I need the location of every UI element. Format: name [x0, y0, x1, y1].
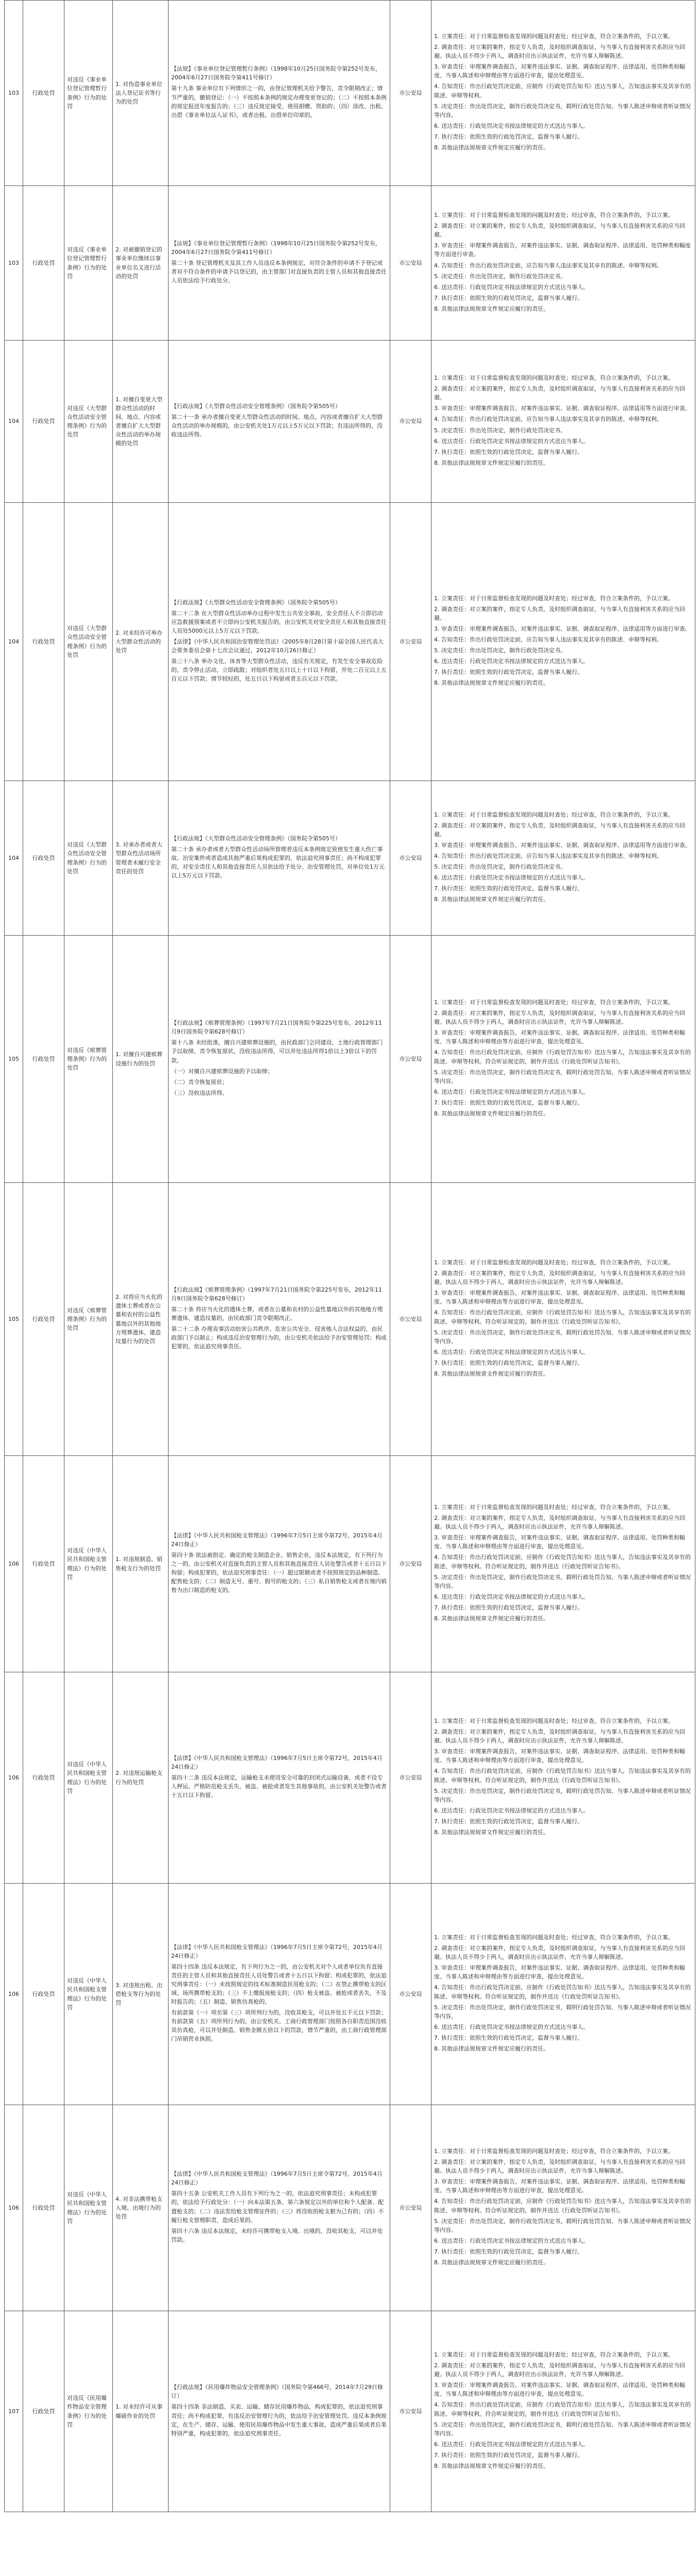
cell-department: 市公安局	[390, 341, 431, 503]
responsibility-item: 6. 送达责任：行政处罚决定书按法律规定的方式送达当事人。	[434, 874, 589, 882]
basis-paragraph: 【法规】《事业单位登记管理暂行条例》（1998年10月25日国务院令第252号发布，2004年6月27日国务院令第411号修订）	[171, 240, 381, 256]
responsibility-item: 2. 调查责任：对立案的案件，指定专人负责，及时组织调查取证，与当事人有直接利害关系的应当回避。执法人员不得少于两人，调查时应出示执法证件，允许当事人辩解陈述。	[434, 1270, 685, 1286]
cell-power-type: 行政处罚	[23, 1, 64, 186]
responsibility-item: 5. 决定责任：作出处罚决定，制作行政处罚决定书，载明行政处罚告知、当事人陈述申辩或者听证情况等内容。	[434, 1787, 691, 1803]
responsibility-item: 6. 送达责任：行政处罚决定书按法律规定的方式送达当事人。	[434, 1593, 589, 1600]
basis-paragraph: 【行政法规】《大型群众性活动安全管理条例》（国务院令第505号）	[171, 599, 341, 606]
table-row	[5, 1884, 695, 2105]
table-row	[5, 503, 695, 781]
table-row	[5, 186, 695, 341]
table-row	[5, 936, 695, 1183]
cell-item-name: 对违反《中华人民共和国枪支管理法》行为的处罚	[64, 1672, 113, 1884]
responsibility-item: 1. 立案责任：对于日常监督检查发现的问题及时查处；经过审查，符合立案条件的，予以立案。	[434, 2148, 674, 2155]
power-list-table	[4, 0, 695, 2512]
table-row	[5, 781, 695, 936]
cell-item-name: 对违反《大型群众性活动安全管理条例》行为的处罚	[64, 503, 113, 781]
responsibility-item: 6. 送达责任：行政处罚决定书按法律规定的方式送达当事人。	[434, 2023, 589, 2030]
basis-paragraph: 第二十条 登记管理机关及其工作人员违反本条例规定，对符合条件的申请不予登记或者对不符合条件的申请予以登记的，由主管部门对直接负责的主管人员和其他直接责任人员依法给予行政处分。	[171, 259, 387, 284]
cell-power-type: 行政处罚	[23, 186, 64, 341]
cell-legal-basis	[169, 781, 390, 936]
responsibility-item: 3. 审查责任：审理案件调查报告，对案件违法事实、证据、调查取证程序、法律适用等方面进行审查。	[434, 625, 691, 632]
responsibility-item: 4. 告知责任：作出行政处罚决定前，应制作《行政处罚告知书》送达当事人，告知违法事实及其享有的陈述、申辩等权利。符合听证规定的，制作并送达《行政处罚听证告知书》。	[434, 2401, 691, 2417]
responsibility-item: 4. 告知责任：作出行政处罚决定前，应制作《行政处罚告知书》送达当事人，告知违法事实及其享有的陈述、申辩等权利。符合听证规定的，制作并送达《行政处罚听证告知书》。	[434, 1049, 691, 1065]
cell-number: 104	[5, 341, 23, 503]
responsibility-item: 4. 告知责任：作出行政处罚决定前，应制作《行政处罚告知书》送达当事人，告知违法事实及其享有的陈述、申辩等权利。符合听证规定的，制作并送达《行政处罚听证告知书》。	[434, 1984, 691, 2000]
responsibility-item: 6. 送达责任：行政处罚决定书按法律规定的方式送达当事人。	[434, 1348, 589, 1355]
cell-item-name: 对违反《中华人民共和国枪支管理法》行为的处罚	[64, 2105, 113, 2311]
responsibility-item: 1. 立案责任：对于日常监督检查发现的问题及时查处；经过审查，符合立案条件的，予以立案。	[434, 1934, 674, 1941]
cell-legal-basis	[169, 1672, 390, 1884]
cell-responsibility	[431, 1456, 695, 1672]
table-row	[5, 2311, 695, 2512]
responsibility-item: 4. 告知责任：作出行政处罚决定前，应制作《行政处罚告知书》送达当事人，告知违法事实及其享有的陈述、申辩等权利。符合听证规定的，制作并送达《行政处罚听证告知书》。	[434, 1309, 691, 1325]
responsibility-item: 6. 送达责任：行政处罚决定书按法律规定的方式送达当事人。	[434, 122, 589, 129]
responsibility-item: 7. 执行责任：依照生效的行政处罚决定，监督当事人履行。	[434, 1099, 583, 1106]
responsibility-item: 7. 执行责任：依照生效的行政处罚决定，监督当事人履行。	[434, 294, 583, 301]
cell-responsibility	[431, 2311, 695, 2512]
basis-paragraph: 【法律】《中华人民共和国枪支管理法》（1996年7月5日主席令第72号，2015年4月24日修正）	[171, 1943, 382, 1959]
responsibility-item: 7. 执行责任：依照生效的行政处罚决定，监督当事人履行。	[434, 2451, 583, 2459]
cell-legal-basis	[169, 936, 390, 1183]
basis-paragraph: 第四十五条 公安机关工作人员有下列行为之一的，依法追究刑事责任；未构成犯罪的，依法给予行政处分：（一）向本法第五条、第六条规定以外的单位和个人配备、配置枪支的；（二）违法发给枪支管理证件的；（三）将没收的枪支据为己有的；（四）不履行枪支管理职责，造成后果的。	[171, 2190, 384, 2224]
responsibility-item: 3. 审查责任：审理案件调查报告，对案件违法事实、证据、调查取证程序、法律适用、处罚种类和幅度、当事人陈述和申辩理由等方面进行审查，提出处理意见。	[434, 63, 685, 79]
cell-number: 103	[5, 1, 23, 186]
cell-legal-basis	[169, 1456, 390, 1672]
basis-paragraph: 第三十八条 举办文化、体育等大型群众性活动，违反有关规定，有发生安全事故危险的，责令停止活动，立即疏散；对组织者处五日以上十日以下拘留，并处二百元以上五百元以下罚款；情节较轻的，处五日以下拘留或者五百元以下罚款。	[171, 658, 387, 683]
basis-paragraph: 【行政法规】《民用爆炸物品安全管理条例》（国务院令第466号，2014年7月29日修订）	[171, 2384, 383, 2400]
responsibility-item: 8. 其他法律法规规章文件规定应履行的责任。	[434, 144, 549, 151]
responsibility-item: 2. 调查责任：对立案的案件，指定专人负责，及时组织调查取证，与当事人有直接利害关系的应当回避。执法人员不得少于两人，调查时应出示执法证件，允许当事人辩解陈述。	[434, 1945, 685, 1961]
cell-sub-item: 3. 对违规出租、出借枪支等行为的处罚	[113, 1884, 169, 2105]
responsibility-item: 1. 立案责任：对于日常监督检查发现的问题及时查处；经过审查，符合立案条件的，予以立案。	[434, 33, 674, 40]
responsibility-item: 4. 告知责任：作出行政处罚决定前，应制作《行政处罚告知书》送达当事人，告知违法事实及其享有的陈述、申辩等权利。符合听证规定的，制作并送达《行政处罚听证告知书》。	[434, 1768, 691, 1784]
basis-paragraph: 第二十二条 在大型群众性活动举办过程中发生公共安全事故，安全责任人不立即启动应急救援预案或者不立即向公安机关报告的，由公安机关对安全责任人和其他直接责任人员处5000元以上5万元以下罚款。	[171, 609, 387, 634]
responsibility-item: 6. 送达责任：行政处罚决定书按法律规定的方式送达当事人。	[434, 283, 589, 291]
cell-item-name: 对违反《殡葬管理条例》行为的处罚	[64, 936, 113, 1183]
cell-legal-basis	[169, 1884, 390, 2105]
responsibility-item: 4. 告知责任：作出行政处罚决定前，应制作《行政处罚告知书》送达当事人，告知违法事实及其享有的陈述、申辩等权利。	[434, 83, 691, 99]
responsibility-item: 6. 送达责任：行政处罚决定书按法律规定的方式送达当事人。	[434, 2237, 589, 2244]
cell-item-name: 对违反《事业单位登记管理暂行条例》行为的处罚	[64, 186, 113, 341]
responsibility-item: 7. 执行责任：依照生效的行政处罚决定，监督当事人履行。	[434, 2248, 583, 2255]
table-body	[5, 1, 695, 2512]
responsibility-item: 8. 其他法律法规规章文件规定应履行的责任。	[434, 1370, 549, 1377]
responsibility-item: 5. 决定责任：作出处罚决定，制作行政处罚决定书，载明行政处罚告知、当事人陈述申辩或者听证情况等内容。	[434, 2004, 691, 2020]
responsibility-item: 8. 其他法律法规规章文件规定应履行的责任。	[434, 459, 549, 466]
responsibility-item: 2. 调查责任：对立案的案件，指定专人负责，及时组织调查取证，与当事人有直接利害关系的应当回避。	[434, 605, 685, 621]
responsibility-item: 7. 执行责任：依照生效的行政处罚决定，监督当事人履行。	[434, 1818, 583, 1825]
responsibility-item: 4. 告知责任：作出行政处罚决定前，应制作《行政处罚告知书》送达当事人，告知违法事实及其享有的陈述、申辩等权利。符合听证规定的，制作并送达《行政处罚听证告知书》。	[434, 2198, 691, 2214]
responsibility-item: 8. 其他法律法规规章文件规定应履行的责任。	[434, 2462, 549, 2469]
responsibility-item: 5. 决定责任：作出处罚决定，制作行政处罚决定书。	[434, 647, 566, 654]
cell-responsibility	[431, 341, 695, 503]
basis-paragraph: 【行政法规】《殡葬管理条例》（1997年7月21日国务院令第225号发布，2012年11月9日国务院令第628号修订）	[171, 1286, 382, 1302]
responsibility-item: 8. 其他法律法规规章文件规定应履行的责任。	[434, 896, 549, 903]
responsibility-item: 5. 决定责任：作出处罚决定，制作行政处罚决定书。	[434, 863, 566, 871]
responsibility-item: 3. 审查责任：审理案件调查报告，对案件违法事实、证据、调查取证程序、法律适用、处罚种类和幅度等方面进行审查。	[434, 242, 691, 258]
cell-number: 106	[5, 2105, 23, 2311]
cell-item-name: 对违反《殡葬管理条例》行为的处罚	[64, 1183, 113, 1456]
cell-item-name: 对违反《中华人民共和国枪支管理法》行为的处罚	[64, 1456, 113, 1672]
cell-sub-item: 2. 对未经许可举办大型群众性活动的处罚	[113, 503, 169, 781]
cell-power-type: 行政处罚	[23, 1456, 64, 1672]
cell-department: 市公安局	[390, 503, 431, 781]
cell-responsibility	[431, 1183, 695, 1456]
responsibility-item: 5. 决定责任：作出处罚决定，制作行政处罚决定书，载明行政处罚告知、当事人陈述申辩或者听证情况等内容。	[434, 1069, 691, 1084]
table-row	[5, 1672, 695, 1884]
cell-sub-item: 2. 对将应当火化的遗体土葬或者在公墓和农村的公益性墓地以外的其他地方埋葬遗体、建造坟墓行为的处罚	[113, 1183, 169, 1456]
cell-department: 市公安局	[390, 1183, 431, 1456]
responsibility-item: 2. 调查责任：对立案的案件，指定专人负责，及时组织调查取证，与当事人有直接利害关系的应当回避。执法人员不得少于两人，调查时应出示执法证件，允许当事人辩解陈述。	[434, 1728, 685, 1744]
cell-department: 市公安局	[390, 1456, 431, 1672]
cell-responsibility	[431, 2105, 695, 2311]
cell-legal-basis	[169, 2311, 390, 2512]
cell-legal-basis	[169, 186, 390, 341]
cell-number: 104	[5, 503, 23, 781]
responsibility-item: 8. 其他法律法规规章文件规定应履行的责任。	[434, 1828, 549, 1836]
cell-power-type: 行政处罚	[23, 2311, 64, 2512]
responsibility-item: 8. 其他法律法规规章文件规定应履行的责任。	[434, 1110, 549, 1117]
responsibility-item: 6. 送达责任：行政处罚决定书按法律规定的方式送达当事人。	[434, 1088, 589, 1095]
responsibility-item: 2. 调查责任：对立案的案件，指定专人负责，及时组织调查取证，与当事人有直接利害关系的应当回避。执法人员不得少于两人，调查时应出示执法证件，允许当事人辩解陈述。	[434, 2362, 685, 2378]
basis-paragraph: 【法律】《中华人民共和国枪支管理法》（1996年7月5日主席令第72号，2015年4月24日修正）	[171, 2171, 382, 2187]
responsibility-item: 3. 审查责任：审理案件调查报告，对案件违法事实、证据、调查取证程序、法律适用、处罚种类和幅度、当事人陈述和申辩理由等方面进行审查，提出处理意见。	[434, 1534, 685, 1550]
cell-item-name: 对违反《中华人民共和国枪支管理法》行为的处罚	[64, 1884, 113, 2105]
cell-department: 市公安局	[390, 1884, 431, 2105]
basis-paragraph: 【行政法规】《大型群众性活动安全管理条例》（国务院令第505号）	[171, 835, 341, 842]
responsibility-item: 3. 审查责任：审理案件调查报告，对案件违法事实、证据、调查取证程序、法律适用、处罚种类和幅度、当事人陈述和申辩理由等方面进行审查，提出处理意见。	[434, 2382, 685, 2398]
responsibility-item: 4. 告知责任：作出行政处罚决定前，应制作《行政处罚告知书》送达当事人，告知违法事实及其享有的陈述、申辩等权利。符合听证规定的，制作并送达《行政处罚听证告知书》。	[434, 1554, 691, 1570]
basis-paragraph: 【法律】《中华人民共和国枪支管理法》（1996年7月5日主席令第72号，2015年4月24日修正）	[171, 1754, 382, 1770]
basis-paragraph: 第二十条 承办者或者大型群众性活动场所管理者违反本条例规定致使发生重大伤亡事故、治安案件或者造成其他严重后果构成犯罪的，依法追究刑事责任；尚不构成犯罪的，对安全责任人和其他直接责任人员依法给予处分、治安管理处罚，对单位处1万元以上5万元以下罚款。	[171, 845, 385, 879]
cell-responsibility	[431, 936, 695, 1183]
responsibility-item: 4. 告知责任：作出行政处罚决定前，应告知当事人违法事实及其享有的陈述、申辩等权利。	[434, 262, 662, 269]
cell-legal-basis	[169, 341, 390, 503]
responsibility-item: 6. 送达责任：行政处罚决定书按法律规定的方式送达当事人。	[434, 658, 589, 665]
responsibility-item: 8. 其他法律法规规章文件规定应履行的责任。	[434, 1615, 549, 1622]
responsibility-item: 6. 送达责任：行政处罚决定书按法律规定的方式送达当事人。	[434, 1807, 589, 1814]
responsibility-item: 7. 执行责任：依照生效的行政处罚决定，监督当事人履行。	[434, 133, 583, 140]
basis-paragraph: 【行政法规】《大型群众性活动安全管理条例》（国务院令第505号）	[171, 402, 341, 410]
cell-legal-basis	[169, 2105, 390, 2311]
responsibility-item: 2. 调查责任：对立案的案件，指定专人负责，及时组织调查取证，与当事人有直接利害关系的应当回避。执法人员不得少于两人，调查时应出示执法证件，允许当事人辩解陈述。	[434, 2159, 685, 2175]
responsibility-item: 2. 调查责任：对立案的案件，指定专人负责，及时组织调查取证，与当事人有直接利害关系的应当回避。执法人员不得少于两人，调查时应出示执法证件，允许当事人辩解陈述。	[434, 1010, 685, 1026]
responsibility-item: 5. 决定责任：作出处罚决定，制作行政处罚决定书。	[434, 427, 566, 434]
basis-paragraph: 第二十二条 办理丧事活动妨害公共秩序、危害公共安全、侵害他人合法权益的，由民政部门予以制止；构成违反治安管理行为的，由公安机关依法给予治安管理处罚；构成犯罪的，依法追究刑事责任。	[171, 1326, 387, 1350]
cell-sub-item: 1. 对擅自变更大型群众性活动的时间、地点、内容或者擅自扩大大型群众性活动的举办规模的处罚	[113, 341, 169, 503]
basis-paragraph: 第十八条 未经批准，擅自兴建殡葬设施的，由民政部门会同建设、土地行政管理部门予以取缔，责令恢复原状，没收违法所得，可以并处违法所得1倍以上3倍以下的罚款。	[171, 1039, 383, 1064]
cell-sub-item: 3. 对承办者或者大型群众性活动场所管理者未履行安全责任的处罚	[113, 781, 169, 936]
responsibility-item: 3. 审查责任：审理案件调查报告，对案件违法事实、证据、调查取证程序、法律适用、处罚种类和幅度、当事人陈述和申辩理由等方面进行审查，提出处理意见。	[434, 2178, 685, 2194]
cell-department: 市公安局	[390, 2311, 431, 2512]
responsibility-item: 5. 决定责任：作出处罚决定，制作行政处罚决定书。	[434, 273, 566, 280]
responsibility-item: 6. 送达责任：行政处罚决定书按法律规定的方式送达当事人。	[434, 2441, 589, 2448]
cell-responsibility	[431, 1884, 695, 2105]
cell-legal-basis	[169, 1, 390, 186]
cell-department: 市公安局	[390, 1, 431, 186]
basis-paragraph: 有前款第（一）项至第（三）项所列行为的，没收其枪支，可以并处五千元以下罚款；有前款第（五）项所列行为的，由公安机关、工商行政管理部门按照各自职责范围没收其仿真枪，可以并处制造、销售金额五倍以下的罚款，情节严重的，由工商行政管理部门吊销营业执照。	[171, 2009, 387, 2043]
cell-sub-item: 1. 对擅自兴建殡葬设施行为的处罚	[113, 936, 169, 1183]
document-page	[4, 0, 695, 2576]
cell-number: 105	[5, 1183, 23, 1456]
responsibility-item: 3. 审查责任：审理案件调查报告，对案件违法事实、证据、调查取证程序、法律适用、处罚种类和幅度、当事人陈述和申辩理由等方面进行审查，提出处理意见。	[434, 1290, 685, 1306]
table-row	[5, 1456, 695, 1672]
table-row	[5, 2105, 695, 2311]
responsibility-item: 4. 告知责任：作出行政处罚决定前，应告知当事人违法事实及其享有的陈述、申辩等权利。	[434, 852, 662, 859]
cell-power-type: 行政处罚	[23, 503, 64, 781]
basis-paragraph: 第四十条 依法被指定、确定的枪支制造企业、销售企业，违反本法规定，有下列行为之一的，由公安机关对直接负责的主管人员和其他直接责任人员处警告或者十五日以下拘留；构成犯罪的，依法追究刑事责任：（一）超过限额或者不按照规定的品种制造、配售枪支的；（二）制造无号、重号、假号的枪支的；（三）私自销售枪支或者在境内销售为出口制造的枪支的。	[171, 1551, 387, 1594]
basis-paragraph: 第四十六条 违反本法规定，未经许可携带枪支入境、出境的，没收其枪支，可以并处罚款。	[171, 2227, 383, 2243]
responsibility-item: 7. 执行责任：依照生效的行政处罚决定，监督当事人履行。	[434, 448, 583, 455]
cell-number: 104	[5, 781, 23, 936]
cell-department: 市公安局	[390, 1672, 431, 1884]
cell-department: 市公安局	[390, 781, 431, 936]
responsibility-item: 2. 调查责任：对立案的案件，指定专人负责，及时组织调查取证，与当事人有直接利害关系的应当回避。	[434, 223, 685, 239]
basis-paragraph: 第四十四条 违反本法规定，有下列行为之一的，由公安机关对个人或者单位负有直接责任的主管人员和其他直接责任人员处警告或者十五日以下拘留；构成犯罪的，依法追究刑事责任：（一）未按照规定的技术标准制造民用枪支的；（二）在禁止携带枪支的区域、场所携带枪支的；（三）不上缴报废枪支的；（四）枪支被盗、被抢或者丢失，不及时报告的；（五）制造、销售仿真枪的。	[171, 1963, 387, 2006]
cell-power-type: 行政处罚	[23, 781, 64, 936]
cell-department: 市公安局	[390, 2105, 431, 2311]
responsibility-item: 7. 执行责任：依照生效的行政处罚决定，监督当事人履行。	[434, 669, 583, 676]
basis-paragraph: 【法规】《事业单位登记管理暂行条例》（1998年10月25日国务院令第252号发布，2004年6月27日国务院令第411号修订）	[171, 65, 381, 81]
cell-number: 103	[5, 186, 23, 341]
cell-number: 106	[5, 1456, 23, 1672]
basis-paragraph: 第四十四条 非法制造、买卖、运输、储存民用爆炸物品，构成犯罪的，依法追究刑事责任；尚不构成犯罪，有违反治安管理行为的，依法给予治安管理处罚。违反本条例规定，在生产、储存、运输、使用民用爆炸物品中发生重大事故，造成严重后果或者后果特别严重，构成犯罪的，依法追究刑事责任。	[171, 2403, 387, 2437]
responsibility-item: 8. 其他法律法规规章文件规定应履行的责任。	[434, 2259, 549, 2266]
responsibility-item: 5. 决定责任：作出处罚决定，制作行政处罚决定书，载明行政处罚告知、当事人陈述申辩或者听证情况等内容。	[434, 1329, 691, 1345]
responsibility-item: 3. 审查责任：审理案件调查报告，对案件违法事实、证据、调查取证程序、法律适用等方面进行审查。	[434, 405, 691, 412]
responsibility-item: 5. 决定责任：作出处罚决定，制作行政处罚决定书，载明行政处罚告知、当事人陈述申辩或者听证情况等内容。	[434, 103, 691, 118]
cell-sub-item: 4. 对非法携带枪支入境、出境行为的处罚	[113, 2105, 169, 2311]
cell-item-name: 对违反《事业单位登记管理暂行条例》行为的处罚	[64, 1, 113, 186]
responsibility-item: 1. 立案责任：对于日常监督检查发现的问题及时查处；经过审查，符合立案条件的，予以立案。	[434, 375, 674, 382]
cell-number: 107	[5, 2311, 23, 2512]
cell-power-type: 行政处罚	[23, 2105, 64, 2311]
responsibility-item: 5. 决定责任：作出处罚决定，制作行政处罚决定书，载明行政处罚告知、当事人陈述申辩或者听证情况等内容。	[434, 2421, 691, 2437]
cell-sub-item: 2. 对被撤销登记的事业单位继续以事业单位名义进行活动的处罚	[113, 186, 169, 341]
responsibility-item: 1. 立案责任：对于日常监督检查发现的问题及时查处；经过审查，符合立案条件的，予以立案。	[434, 1259, 674, 1266]
cell-sub-item: 1. 对未经许可从事爆破作业的处罚	[113, 2311, 169, 2512]
cell-sub-item: 1. 对伪造事业单位法人登记证书等行为的处罚	[113, 1, 169, 186]
responsibility-item: 4. 告知责任：作出行政处罚决定前，应告知当事人违法事实及其享有的陈述、申辩等权利。	[434, 416, 662, 423]
cell-item-name: 对违反《大型群众性活动安全管理条例》行为的处罚	[64, 781, 113, 936]
basis-paragraph: （一）对擅自兴建殡葬设施的予以取缔；	[171, 1067, 273, 1075]
responsibility-item: 5. 决定责任：作出处罚决定，制作行政处罚决定书，载明行政处罚告知、当事人陈述申辩或者听证情况等内容。	[434, 2217, 691, 2233]
responsibility-item: 1. 立案责任：对于日常监督检查发现的问题及时查处；经过审查，符合立案条件的，予以立案。	[434, 1504, 674, 1511]
responsibility-item: 1. 立案责任：对于日常监督检查发现的问题及时查处；经过审查，符合立案条件的，予以立案。	[434, 2351, 674, 2359]
responsibility-item: 1. 立案责任：对于日常监督检查发现的问题及时查处；经过审查，符合立案条件的，予以立案。	[434, 212, 674, 219]
table-row	[5, 1183, 695, 1456]
responsibility-item: 2. 调查责任：对立案的案件，指定专人负责，及时组织调查取证，与当事人有直接利害关系的应当回避。	[434, 822, 685, 838]
responsibility-item: 2. 调查责任：对立案的案件，指定专人负责，及时组织调查取证，与当事人有直接利害关系的应当回避。执法人员不得少于两人，调查时应出示执法证件，允许当事人辩解陈述。	[434, 1515, 685, 1531]
cell-responsibility	[431, 1672, 695, 1884]
responsibility-item: 3. 审查责任：审理案件调查报告，对案件违法事实、证据、调查取证程序、法律适用等方面进行审查。	[434, 841, 691, 849]
responsibility-item: 1. 立案责任：对于日常监督检查发现的问题及时查处；经过审查，符合立案条件的，予以立案。	[434, 1718, 674, 1725]
basis-paragraph: 第四十二条 违反本法规定，运输枪支未使用安全可靠的封闭式运输设备，或者不设专人押运、严格防范枪支丢失、被盗、被抢或者发生其他事故的，由公安机关处警告或者十五日以下拘留。	[171, 1774, 387, 1799]
cell-number: 105	[5, 936, 23, 1183]
table-row	[5, 341, 695, 503]
basis-paragraph: 【法律】《中华人民共和国枪支管理法》（1996年7月5日主席令第72号，2015年4月24日修正）	[171, 1532, 382, 1548]
basis-paragraph: （三）没收违法所得。	[171, 1089, 228, 1096]
cell-sub-item: 2. 对违规运输枪支行为的处罚	[113, 1672, 169, 1884]
responsibility-item: 8. 其他法律法规规章文件规定应履行的责任。	[434, 680, 549, 687]
responsibility-item: 2. 调查责任：对立案的案件，指定专人负责，及时组织调查取证，与当事人有直接利害关系的应当回避。	[434, 385, 685, 401]
responsibility-item: 4. 告知责任：作出行政处罚决定前，应告知当事人违法事实及其享有的陈述、申辩等权利。	[434, 636, 662, 643]
responsibility-item: 7. 执行责任：依照生效的行政处罚决定，监督当事人履行。	[434, 2034, 583, 2041]
responsibility-item: 2. 调查责任：对立案的案件，指定专人负责，及时组织调查取证，与当事人有直接利害关系的应当回避。执法人员不得少于两人，调查时应出示执法证件，允许当事人辩解陈述。	[434, 44, 685, 60]
responsibility-item: 3. 审查责任：审理案件调查报告，对案件违法事实、证据、调查取证程序、法律适用、处罚种类和幅度、当事人陈述和申辩理由等方面进行审查，提出处理意见。	[434, 1748, 685, 1764]
basis-paragraph: 第十九条 事业单位有下列情形之一的，由登记管理机关给予警告，责令限期改正；情节严重的，撤销登记：（一）不按照本条例的规定办理变更登记的；（二）不按照本条例的规定报送年度报告的；（三）违反规定接受、使用捐赠、资助的；（四）涂改、出租、出借《事业单位法人证书》，或者出租、出借单位印章的。	[171, 85, 387, 118]
responsibility-item: 7. 执行责任：依照生效的行政处罚决定，监督当事人履行。	[434, 1359, 583, 1366]
responsibility-item: 7. 执行责任：依照生效的行政处罚决定，监督当事人履行。	[434, 885, 583, 892]
cell-number: 106	[5, 1884, 23, 2105]
cell-number: 106	[5, 1672, 23, 1884]
cell-power-type: 行政处罚	[23, 1884, 64, 2105]
cell-power-type: 行政处罚	[23, 1183, 64, 1456]
cell-responsibility	[431, 503, 695, 781]
cell-item-name: 对违反《大型群众性活动安全管理条例》行为的处罚	[64, 341, 113, 503]
cell-legal-basis	[169, 1183, 390, 1456]
cell-department: 市公安局	[390, 936, 431, 1183]
responsibility-item: 3. 审查责任：审理案件调查报告，对案件违法事实、证据、调查取证程序、法律适用、处罚种类和幅度、当事人陈述和申辩理由等方面进行审查，提出处理意见。	[434, 1029, 685, 1045]
responsibility-item: 6. 送达责任：行政处罚决定书按法律规定的方式送达当事人。	[434, 437, 589, 445]
table-row	[5, 1, 695, 186]
cell-power-type: 行政处罚	[23, 1672, 64, 1884]
cell-item-name: 对违反《民用爆炸物品安全管理条例》行为的处罚	[64, 2311, 113, 2512]
cell-power-type: 行政处罚	[23, 341, 64, 503]
cell-department: 市公安局	[390, 186, 431, 341]
cell-legal-basis	[169, 503, 390, 781]
cell-responsibility	[431, 781, 695, 936]
cell-power-type: 行政处罚	[23, 936, 64, 1183]
cell-responsibility	[431, 1, 695, 186]
responsibility-item: 1. 立案责任：对于日常监督检查发现的问题及时查处；经过审查，符合立案条件的，予以立案。	[434, 811, 674, 818]
responsibility-item: 5. 决定责任：作出处罚决定，制作行政处罚决定书，载明行政处罚告知、当事人陈述申辩或者听证情况等内容。	[434, 1573, 691, 1589]
basis-paragraph: 第二十一条 承办者擅自变更大型群众性活动的时间、地点、内容或者擅自扩大大型群众性活动的举办规模的，由公安机关处1万元以上5万元以下罚款；有违法所得的，没收违法所得。	[171, 413, 383, 438]
basis-paragraph: 【行政法规】《殡葬管理条例》（1997年7月21日国务院令第225号发布，2012年11月9日国务院令第628号修订）	[171, 1020, 382, 1036]
cell-responsibility	[431, 186, 695, 341]
responsibility-item: 3. 审查责任：审理案件调查报告，对案件违法事实、证据、调查取证程序、法律适用、处罚种类和幅度、当事人陈述和申辩理由等方面进行审查，提出处理意见。	[434, 1964, 685, 1980]
responsibility-item: 8. 其他法律法规规章文件规定应履行的责任。	[434, 2045, 549, 2052]
basis-paragraph: 第二十条 将应当火化的遗体土葬，或者在公墓和农村的公益性墓地以外的其他地方埋葬遗体、建造坟墓的，由民政部门责令限期改正。	[171, 1306, 383, 1321]
responsibility-item: 8. 其他法律法规规章文件规定应履行的责任。	[434, 305, 549, 312]
responsibility-item: 1. 立案责任：对于日常监督检查发现的问题及时查处；经过审查，符合立案条件的，予以立案。	[434, 595, 674, 602]
responsibility-item: 1. 立案责任：对于日常监督检查发现的问题及时查处；经过审查，符合立案条件的，予以立案。	[434, 999, 674, 1006]
responsibility-item: 7. 执行责任：依照生效的行政处罚决定，监督当事人履行。	[434, 1604, 583, 1611]
cell-sub-item: 1. 对违规制造、销售枪支行为的处罚	[113, 1456, 169, 1672]
basis-paragraph: 【法律】《中华人民共和国治安管理处罚法》（2005年8月28日第十届全国人民代表大会常务委员会第十七次会议通过，2012年10月26日修正）	[171, 638, 384, 654]
basis-paragraph: （二）责令恢复原状；	[171, 1078, 228, 1086]
